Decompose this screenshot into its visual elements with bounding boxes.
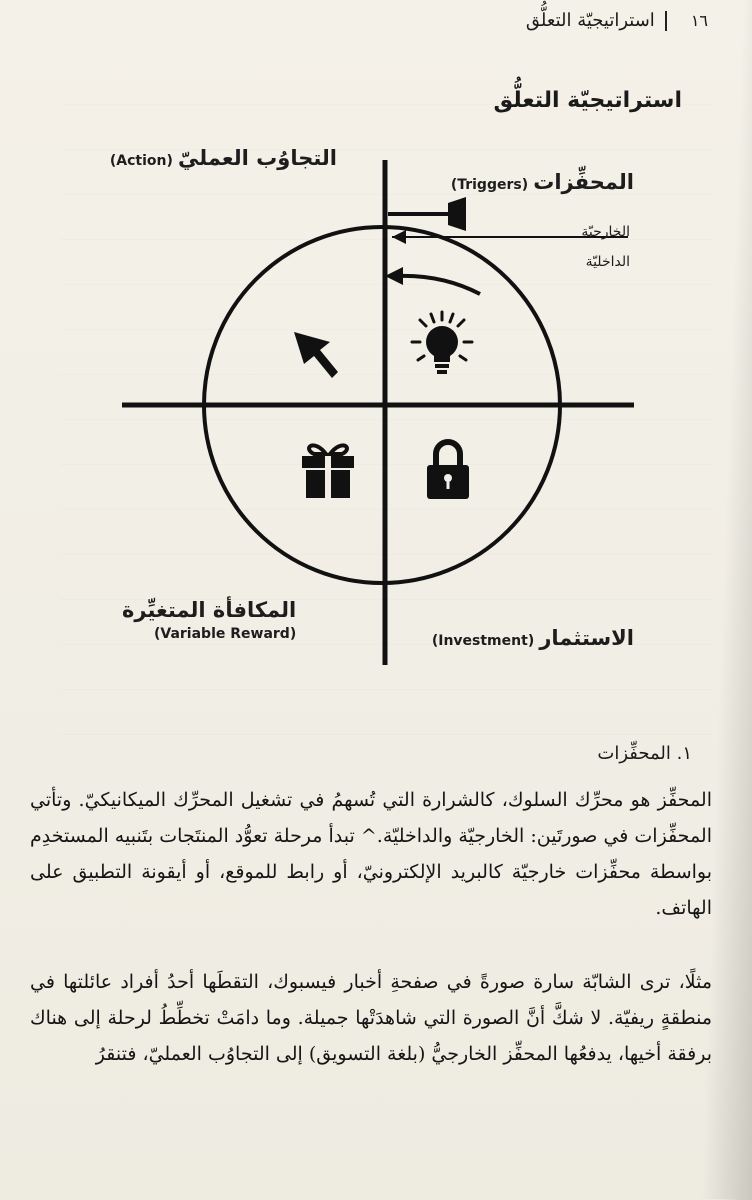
- internal-trigger-arrow: [385, 267, 480, 294]
- investment-label-en: (Investment): [431, 633, 535, 649]
- investment-label-ar: الاستثمار: [539, 626, 634, 650]
- variable-reward-label: [122, 598, 296, 642]
- cursor-arrow-icon: [294, 332, 338, 378]
- lightbulb-icon: [412, 312, 472, 374]
- internal-label: الداخليّة: [585, 254, 630, 270]
- figure-title: استراتيجيّة التعلُّق: [493, 88, 682, 113]
- action-label-ar: التجاوُب العمليّ: [178, 146, 337, 170]
- chapter-title: استراتيجيّة التعلُّق: [525, 10, 655, 31]
- section-heading: ١. المحفِّزات: [597, 743, 692, 764]
- page-number: ١٦: [690, 11, 708, 30]
- external-label: الخارجيّة: [581, 224, 630, 240]
- investment-label: [432, 626, 634, 650]
- variable-reward-label-en: (Variable Reward): [153, 626, 297, 642]
- triggers-label-ar: المحفِّزات: [533, 170, 634, 194]
- action-label-en: (Action): [109, 153, 173, 169]
- action-label: [110, 146, 337, 170]
- triggers-label-en: (Triggers): [450, 177, 529, 193]
- paragraph-2: مثلًا، ترى الشابّة سارة صورةً في صفحةِ أخبار فيسبوك، التقطَها أحدُ أفراد عائلتها في منطقةٍ ريفيّة. لا شكَّ أنَّ الصورة التي شاهدَتْها جميلة. وما دامَتْ تخطِّطُ لرحلة إلى هناك برفقة أخيها، يدفعُها المحفِّز الخارجيُّ (بلغة التسويق) إلى التجاوُب العمليّ، فتنقرُ: [30, 971, 712, 1065]
- variable-reward-label-ar: المكافأة المتغيِّرة: [122, 598, 297, 622]
- gift-icon: [302, 445, 354, 498]
- padlock-icon: [427, 442, 469, 499]
- triggers-label: [451, 170, 634, 194]
- paragraph-1: المحفِّز هو محرِّك السلوك، كالشرارة التي تُسهمُ في تشغيل المحرِّك الميكانيكيّ. وتأتي المحفِّزات في صورتَين: الخارجيّة والداخليّة.^ تبدأ مرحلة تعوُّد المنتَجات بتَنبيه المستخدِم بواسطة محفِّزات خارجيّة كالبريد الإلكترونيّ، أو رابط للموقع، أو أيقونة التطبيق على الهاتف.: [30, 789, 712, 919]
